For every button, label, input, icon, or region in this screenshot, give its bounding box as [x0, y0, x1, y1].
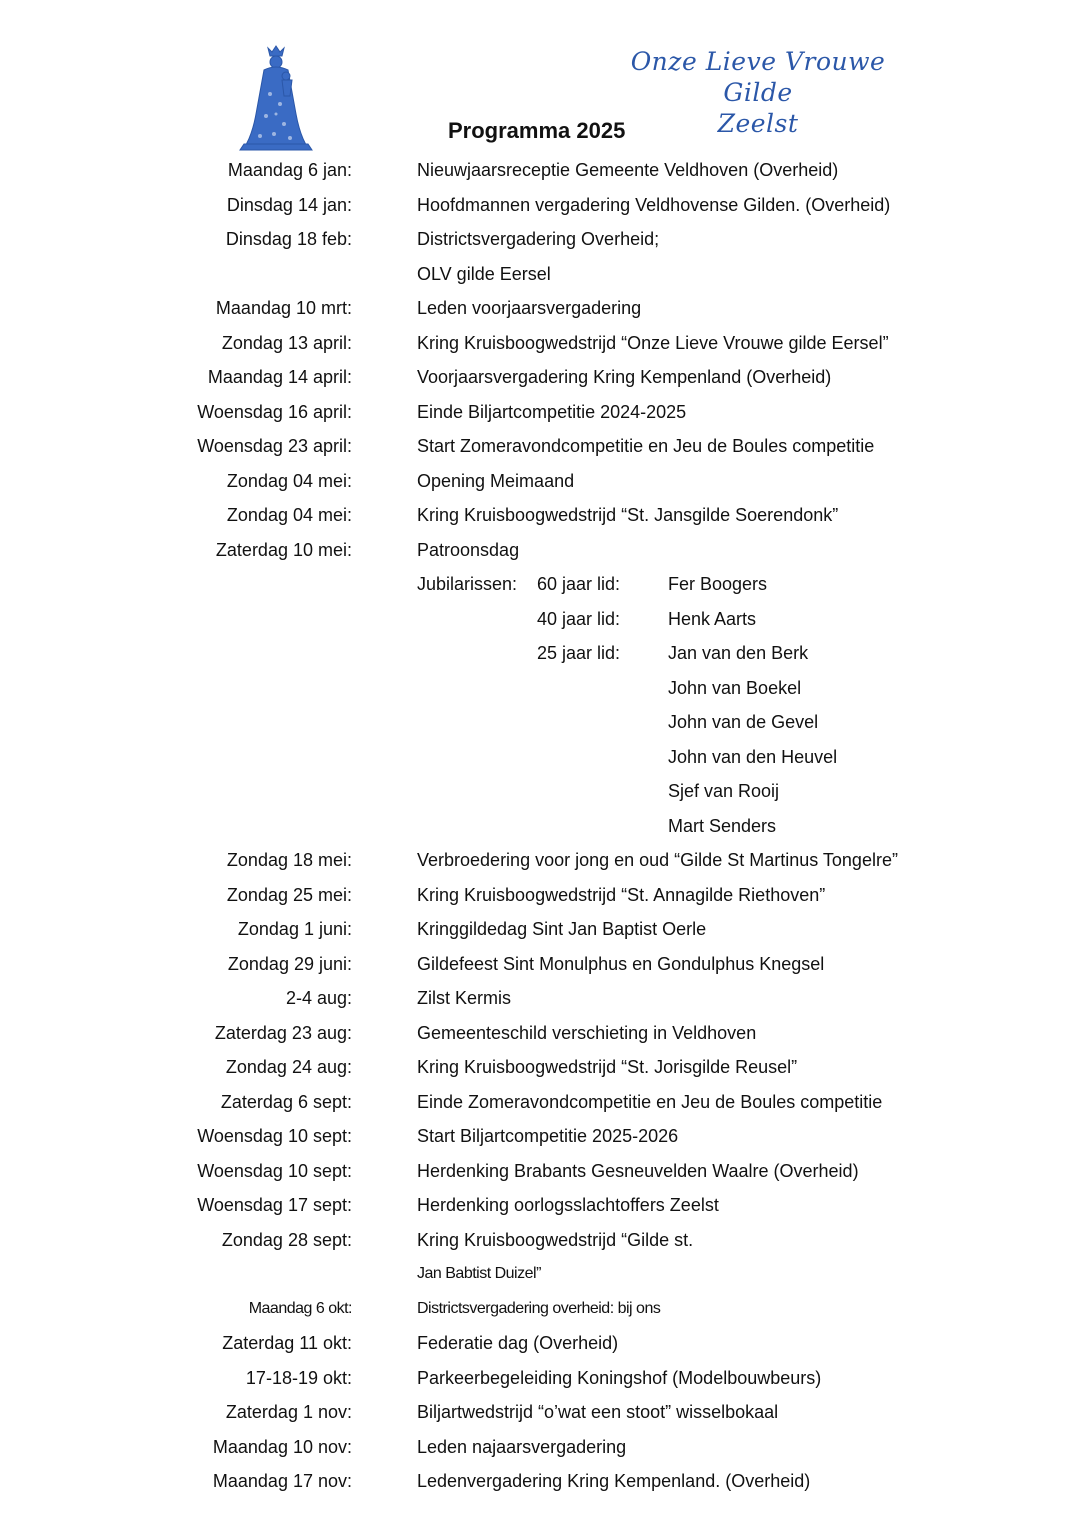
- schedule-row: [0, 1222, 1073, 1256]
- schedule-row: [0, 394, 1073, 428]
- schedule-date: Zondag 13 april:: [221, 332, 352, 353]
- schedule-row: [0, 497, 1073, 531]
- schedule-date: Woensdag 23 april:: [197, 436, 352, 456]
- schedule-date: Maandag 10 nov:: [212, 1436, 352, 1457]
- schedule-date: 17-18-19 okt:: [245, 1367, 352, 1388]
- schedule-event: Zilst Kermis: [417, 988, 511, 1008]
- madonna-statue-icon: [228, 44, 324, 152]
- schedule-date: Zaterdag 6 sept:: [220, 1091, 352, 1112]
- schedule-event: Hoofdmannen vergadering Veldhovense Gilden. (Overheid): [417, 194, 891, 215]
- schedule-date: Zondag 04 mei:: [226, 505, 352, 525]
- schedule-event: Nieuwjaarsreceptie Gemeente Veldhoven (Overheid): [417, 160, 839, 180]
- schedule-row: [0, 980, 1073, 1014]
- jubilaris-name: Henk Aarts: [668, 608, 757, 629]
- schedule-event: Einde Zomeravondcompetitie en Jeu de Boules competitie: [417, 1091, 883, 1112]
- schedule-row: [0, 1429, 1073, 1463]
- schedule-row: [0, 463, 1073, 497]
- schedule-event: Federatie dag (Overheid): [417, 1333, 619, 1353]
- gilde-name: [600, 46, 916, 139]
- schedule-event: Districtsvergadering overheid: bij ons: [417, 1299, 661, 1317]
- schedule-date: Zondag 24 aug:: [225, 1057, 352, 1077]
- jubilaris-name: Sjef van Rooij: [668, 781, 780, 801]
- schedule-row: [0, 1118, 1073, 1152]
- schedule-row: [0, 428, 1073, 462]
- jubilarissen-label: Jubilarissen:: [417, 574, 518, 594]
- schedule-date: Maandag 6 jan:: [227, 160, 352, 180]
- schedule-date: Dinsdag 18 feb:: [225, 229, 352, 249]
- schedule-row: [0, 877, 1073, 911]
- schedule-event: Kring Kruisboogwedstrijd “St. Jansgilde Soerendonk”: [417, 505, 839, 525]
- schedule-date: Zaterdag 23 aug:: [214, 1022, 352, 1043]
- jubilaris-name: John van Boekel: [668, 677, 802, 698]
- schedule-row: [0, 256, 1073, 290]
- schedule-row: [0, 1187, 1073, 1221]
- jubilee-years-label: 40 jaar lid:: [537, 608, 621, 629]
- schedule-date: Zaterdag 10 mei:: [215, 539, 352, 560]
- page-title: Programma 2025: [448, 118, 626, 143]
- jubilee-years-label: 60 jaar lid:: [537, 574, 621, 594]
- schedule-row: [0, 221, 1073, 255]
- schedule-row: [0, 1394, 1073, 1428]
- schedule-event: Start Zomeravondcompetitie en Jeu de Boules competitie: [417, 436, 875, 456]
- schedule-date: Maandag 6 okt:: [248, 1299, 352, 1317]
- schedule-event: Kringgildedag Sint Jan Baptist Oerle: [417, 919, 707, 939]
- schedule-row: [0, 325, 1073, 359]
- schedule-row: [0, 532, 1073, 566]
- schedule-date: Woensdag 16 april:: [197, 401, 352, 422]
- schedule-event: Kring Kruisboogwedstrijd “St. Jorisgilde Reusel”: [417, 1057, 798, 1077]
- schedule-event: OLV gilde Eersel: [417, 263, 551, 284]
- schedule-event: Herdenking Brabants Gesneuvelden Waalre (Overheid): [417, 1160, 859, 1181]
- schedule-row: [0, 911, 1073, 945]
- schedule-date: Zaterdag 1 nov:: [225, 1402, 352, 1422]
- jubilaris-name: Jan van den Berk: [668, 643, 809, 663]
- schedule-event: Kring Kruisboogwedstrijd “Gilde st.: [417, 1229, 694, 1250]
- schedule-date: Zondag 04 mei:: [226, 470, 352, 491]
- schedule-row: [0, 842, 1073, 876]
- schedule-row: [0, 1291, 1073, 1325]
- schedule-date: 2-4 aug:: [285, 988, 352, 1008]
- schedule-date: Woensdag 17 sept:: [197, 1195, 352, 1215]
- schedule-date: Zondag 1 juni:: [237, 919, 352, 939]
- schedule-event: Biljartwedstrijd “o’wat een stoot” wisselbokaal: [417, 1402, 779, 1422]
- schedule-row: [0, 1153, 1073, 1187]
- schedule-event: Voorjaarsvergadering Kring Kempenland (Overheid): [417, 367, 832, 387]
- schedule-row: [0, 1256, 1073, 1290]
- schedule-event: Gemeenteschild verschieting in Veldhoven: [417, 1022, 757, 1043]
- schedule-event: Districtsvergadering Overheid;: [417, 229, 660, 249]
- schedule-event: Ledenvergadering Kring Kempenland. (Overheid): [417, 1471, 811, 1491]
- schedule-date: Zondag 28 sept:: [221, 1229, 352, 1250]
- gilde-name-line2: Zeelst: [717, 109, 799, 138]
- schedule-event: Leden voorjaarsvergadering: [417, 298, 642, 318]
- schedule-row: [0, 1360, 1073, 1394]
- schedule-date: Maandag 17 nov:: [212, 1471, 352, 1491]
- schedule-date: Zaterdag 11 okt:: [222, 1333, 352, 1353]
- jubilaris-name: John van de Gevel: [668, 712, 819, 732]
- schedule-date: Woensdag 10 sept:: [197, 1160, 352, 1181]
- schedule-row: [0, 187, 1073, 221]
- schedule-event: Start Biljartcompetitie 2025-2026: [417, 1126, 679, 1146]
- schedule-row: [0, 1325, 1073, 1359]
- schedule-event: Gildefeest Sint Monulphus en Gondulphus Knegsel: [417, 953, 825, 974]
- schedule-row: [0, 1084, 1073, 1118]
- schedule-event: Jan Babtist Duizel”: [417, 1265, 541, 1282]
- schedule-date: Maandag 10 mrt:: [215, 298, 352, 318]
- schedule-row: [0, 1015, 1073, 1049]
- schedule-event: Verbroedering voor jong en oud “Gilde St Martinus Tongelre”: [417, 850, 898, 870]
- schedule-row: [0, 359, 1073, 393]
- schedule-date: Dinsdag 14 jan:: [226, 194, 352, 215]
- schedule-event: Kring Kruisboogwedstrijd “Onze Lieve Vrouwe gilde Eersel”: [417, 332, 889, 353]
- schedule-date: Zondag 25 mei:: [226, 884, 352, 905]
- schedule-row: [0, 1049, 1073, 1083]
- schedule-date: Maandag 14 april:: [207, 367, 352, 387]
- schedule-date: Woensdag 10 sept:: [197, 1126, 352, 1146]
- schedule-row: [0, 946, 1073, 980]
- schedule-event: Opening Meimaand: [417, 470, 575, 491]
- schedule-event: Leden najaarsvergadering: [417, 1436, 627, 1457]
- jubilee-years-label: 25 jaar lid:: [537, 643, 621, 663]
- schedule-event: Kring Kruisboogwedstrijd “St. Annagilde Riethoven”: [417, 884, 826, 905]
- schedule-event: Herdenking oorlogsslachtoffers Zeelst: [417, 1195, 719, 1215]
- schedule-event: Einde Biljartcompetitie 2024-2025: [417, 401, 687, 422]
- schedule-date: Zondag 18 mei:: [226, 850, 352, 870]
- schedule-event: Patroonsdag: [417, 539, 520, 560]
- jubilaris-name: Fer Boogers: [668, 574, 768, 594]
- schedule-row: [0, 152, 1073, 186]
- schedule-date: Zondag 29 juni:: [227, 953, 352, 974]
- jubilaris-name: Mart Senders: [668, 815, 777, 836]
- jubilaris-name: John van den Heuvel: [668, 746, 838, 767]
- schedule-row: [0, 290, 1073, 324]
- schedule-event: Parkeerbegeleiding Koningshof (Modelbouwbeurs): [417, 1367, 822, 1388]
- gilde-name-line1: Onze Lieve Vrouwe Gilde: [630, 47, 886, 107]
- schedule-row: [0, 1463, 1073, 1497]
